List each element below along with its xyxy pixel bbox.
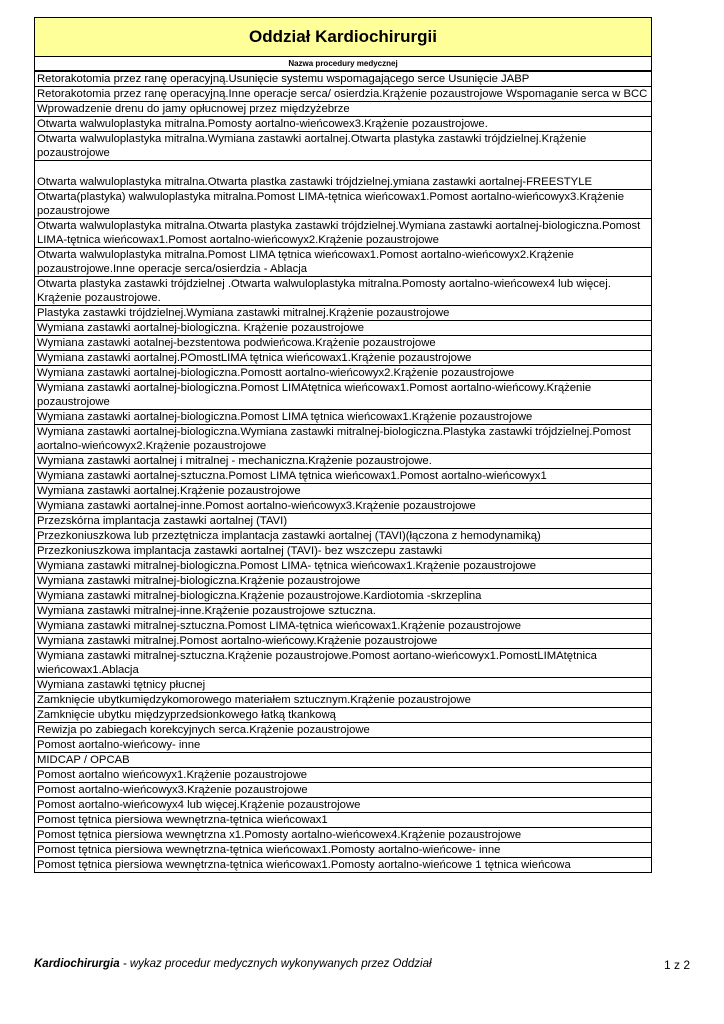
table-row xyxy=(35,574,652,589)
table-row xyxy=(35,858,652,873)
table-row xyxy=(35,783,652,798)
procedure-name: Wymiana zastawki aortalnej.Krążenie pozaustrojowe xyxy=(35,484,652,499)
procedure-name: Wymiana zastawki aortalnej-biologiczna.Pomost LIMA tętnica wieńcowax1.Krążenie pozaustrojowe xyxy=(35,410,652,425)
table-row xyxy=(35,514,652,529)
procedure-name: Wymiana zastawki aortalnej-biologiczna.Wymiana zastawki mitralnej-biologiczna.Plastyka zastawki trójdzielnej.Pomost aortalno-wieńcowyx2.Krążenie pozaustrojowe xyxy=(35,425,652,454)
procedure-name: Wymiana zastawki aortalnej-sztuczna.Pomost LIMA tętnica wieńcowax1.Pomost aortalno-wieńcowyx1 xyxy=(35,469,652,484)
procedure-name: Wprowadzenie drenu do jamy opłucnowej przez międzyżebrze xyxy=(35,102,652,117)
table-row xyxy=(35,306,652,321)
procedure-name: Wymiana zastawki aortalnej i mitralnej - mechaniczna.Krążenie pozaustrojowe. xyxy=(35,454,652,469)
table-row xyxy=(35,529,652,544)
table-row xyxy=(35,634,652,649)
procedure-name: Plastyka zastawki trójdzielnej.Wymiana zastawki mitralnej.Krążenie pozaustrojowe xyxy=(35,306,652,321)
procedure-name: Pomost aortalno-wieńcowy- inne xyxy=(35,738,652,753)
table-row xyxy=(35,132,652,161)
table-row xyxy=(35,248,652,277)
table-row xyxy=(35,336,652,351)
procedure-name: Otwarta walwuloplastyka mitralna.Pomost LIMA tętnica wieńcowax1.Pomost aortalno-wieńcowyx2.Krążenie pozaustrojowe.Inne operacje serca/osierdzia - Ablacja xyxy=(35,248,652,277)
table-row xyxy=(35,102,652,117)
table-row xyxy=(35,381,652,410)
procedure-name: Pomost tętnica piersiowa wewnętrzna x1.Pomosty aortalno-wieńcowex4.Krążenie pozaustrojowe xyxy=(35,828,652,843)
procedure-name: Wymiana zastawki aortalnej-biologiczna. Krążenie pozaustrojowe xyxy=(35,321,652,336)
table-row xyxy=(35,619,652,634)
table-row xyxy=(35,366,652,381)
table-row xyxy=(35,723,652,738)
table-row xyxy=(35,559,652,574)
procedure-name: Otwarta walwuloplastyka mitralna.Otwarta plastka zastawki trójdzielnej.ymiana zastawki aortalnej-FREESTYLE xyxy=(35,161,652,190)
procedure-name: Wymiana zastawki mitralnej-sztuczna.Pomost LIMA-tętnica wieńcowax1.Krążenie pozaustrojowe xyxy=(35,619,652,634)
procedure-name: Otwarta walwuloplastyka mitralna.Wymiana zastawki aortalnej.Otwarta plastyka zastawki trójdzielnej.Krążenie pozaustrojowe xyxy=(35,132,652,161)
procedure-name: Wymiana zastawki mitralnej-biologiczna.Krążenie pozaustrojowe xyxy=(35,574,652,589)
procedure-name: Pomost aortalno-wieńcowyx3.Krążenie pozaustrojowe xyxy=(35,783,652,798)
procedure-name: Wymiana zastawki aortalnej-biologiczna.Pomost LIMAtętnica wieńcowax1.Pomost aortalno-wieńcowy.Krążenie pozaustrojowe xyxy=(35,381,652,410)
table-row xyxy=(35,798,652,813)
page-number: 1 z 2 xyxy=(663,958,690,972)
procedure-name: Pomost tętnica piersiowa wewnętrzna-tętnica wieńcowax1 xyxy=(35,813,652,828)
table-row xyxy=(35,604,652,619)
procedure-name: Otwarta plastyka zastawki trójdzielnej .Otwarta walwuloplastyka mitralna.Pomosty aortalno-wieńcowex4 lub więcej. Krążenie pozaustrojowe. xyxy=(35,277,652,306)
table-row xyxy=(35,117,652,132)
procedure-name: Rewizja po zabiegach korekcyjnych serca.Krążenie pozaustrojowe xyxy=(35,723,652,738)
procedure-name: Zamknięcie ubytku międzyprzedsionkowego łatką tkankową xyxy=(35,708,652,723)
procedure-name: Pomost aortalno-wieńcowyx4 lub więcej.Krążenie pozaustrojowe xyxy=(35,798,652,813)
table-row xyxy=(35,484,652,499)
procedure-name: Retorakotomia przez ranę operacyjną.Inne operacje serca/ osierdzia.Krążenie pozaustrojowe Wspomaganie serca w BCC xyxy=(35,87,652,102)
footer-description: - wykaz procedur medycznych wykonywanych przez Oddział xyxy=(119,958,432,970)
procedure-name: Otwarta(plastyka) walwuloplastyka mitralna.Pomost LIMA-tętnica wieńcowax1.Pomost aortalno-wieńcowyx3.Krążenie pozaustrojowe xyxy=(35,190,652,219)
table-row xyxy=(35,693,652,708)
table-row xyxy=(35,544,652,559)
procedure-name: Pomost tętnica piersiowa wewnętrzna-tętnica wieńcowax1.Pomosty aortalno-wieńcowe- inne xyxy=(35,843,652,858)
table-row xyxy=(35,72,652,87)
table-row xyxy=(35,351,652,366)
procedure-name: MIDCAP / OPCAB xyxy=(35,753,652,768)
procedure-name: Wymiana zastawki aotalnej-bezstentowa podwieńcowa.Krążenie pozaustrojowe xyxy=(35,336,652,351)
procedure-name: Wymiana zastawki mitralnej-sztuczna.Krążenie pozaustrojowe.Pomost aortano-wieńcowyx1.PomostLIMAtętnica wieńcowax1.Ablacja xyxy=(35,649,652,678)
table-row xyxy=(35,190,652,219)
procedure-name: Retorakotomia przez ranę operacyjną.Usunięcie systemu wspomagającego serce Usunięcie JABP xyxy=(35,72,652,87)
procedure-name: Wymiana zastawki mitralnej-inne.Krążenie pozaustrojowe sztuczna. xyxy=(35,604,652,619)
procedure-sheet xyxy=(34,17,652,873)
table-row xyxy=(35,828,652,843)
table-row xyxy=(35,277,652,306)
table-row xyxy=(35,678,652,693)
table-row xyxy=(35,708,652,723)
procedure-name: Zamknięcie ubytkumiędzykomorowego materiałem sztucznym.Krążenie pozaustrojowe xyxy=(35,693,652,708)
procedure-name: Przezskórna implantacja zastawki aortalnej (TAVI) xyxy=(35,514,652,529)
table-row xyxy=(35,649,652,678)
column-header: Nazwa procedury medycznej xyxy=(34,57,652,71)
procedure-table xyxy=(34,71,652,873)
procedure-name: Wymiana zastawki tętnicy płucnej xyxy=(35,678,652,693)
procedure-name: Wymiana zastawki aortalnej.POmostLIMA tętnica wieńcowax1.Krążenie pozaustrojowe xyxy=(35,351,652,366)
procedure-name: Pomost tętnica piersiowa wewnętrzna-tętnica wieńcowax1.Pomosty aortalno-wieńcowe 1 tętnica wieńcowa xyxy=(35,858,652,873)
procedure-name: Wymiana zastawki mitralnej-biologiczna.Krążenie pozaustrojowe.Kardiotomia -skrzeplina xyxy=(35,589,652,604)
procedure-name: Wymiana zastawki aortalnej-inne.Pomost aortalno-wieńcowyx3.Krążenie pozaustrojowe xyxy=(35,499,652,514)
procedure-name: Wymiana zastawki mitralnej-biologiczna.Pomost LIMA- tętnica wieńcowax1.Krążenie pozaustrojowe xyxy=(35,559,652,574)
table-row xyxy=(35,454,652,469)
procedure-name: Pomost aortalno wieńcowyx1.Krążenie pozaustrojowe xyxy=(35,768,652,783)
table-row xyxy=(35,469,652,484)
procedure-name: Wymiana zastawki mitralnej.Pomost aortalno-wieńcowy.Krążenie pozaustrojowe xyxy=(35,634,652,649)
table-row xyxy=(35,499,652,514)
table-row xyxy=(35,589,652,604)
procedure-name: Wymiana zastawki aortalnej-biologiczna.Pomostt aortalno-wieńcowyx2.Krążenie pozaustrojowe xyxy=(35,366,652,381)
table-row xyxy=(35,219,652,248)
table-row xyxy=(35,321,652,336)
table-row xyxy=(35,87,652,102)
procedure-name: Otwarta walwuloplastyka mitralna.Otwarta plastyka zastawki trójdzielnej.Wymiana zastawki aortalnej-biologiczna.Pomost LIMA-tętnica wieńcowax1.Pomost aortalno-wieńcowyx2.Krążenie pozaustrojowe xyxy=(35,219,652,248)
table-row xyxy=(35,768,652,783)
footer-caption xyxy=(34,958,432,970)
table-row xyxy=(35,813,652,828)
table-row xyxy=(35,161,652,190)
procedure-name: Otwarta walwuloplastyka mitralna.Pomosty aortalno-wieńcowex3.Krążenie pozaustrojowe. xyxy=(35,117,652,132)
table-row xyxy=(35,843,652,858)
footer-department: Kardiochirurgia xyxy=(34,958,120,970)
table-row xyxy=(35,753,652,768)
procedure-name: Przezkoniuszkowa implantacja zastawki aortalnej (TAVI)- bez wszczepu zastawki xyxy=(35,544,652,559)
table-row xyxy=(35,738,652,753)
table-row xyxy=(35,410,652,425)
procedure-name: Przezkoniuszkowa lub przeztętnicza implantacja zastawki aortalnej (TAVI)(łączona z hemodynamiką) xyxy=(35,529,652,544)
page-title: Oddział Kardiochirurgii xyxy=(34,17,652,57)
table-row xyxy=(35,425,652,454)
